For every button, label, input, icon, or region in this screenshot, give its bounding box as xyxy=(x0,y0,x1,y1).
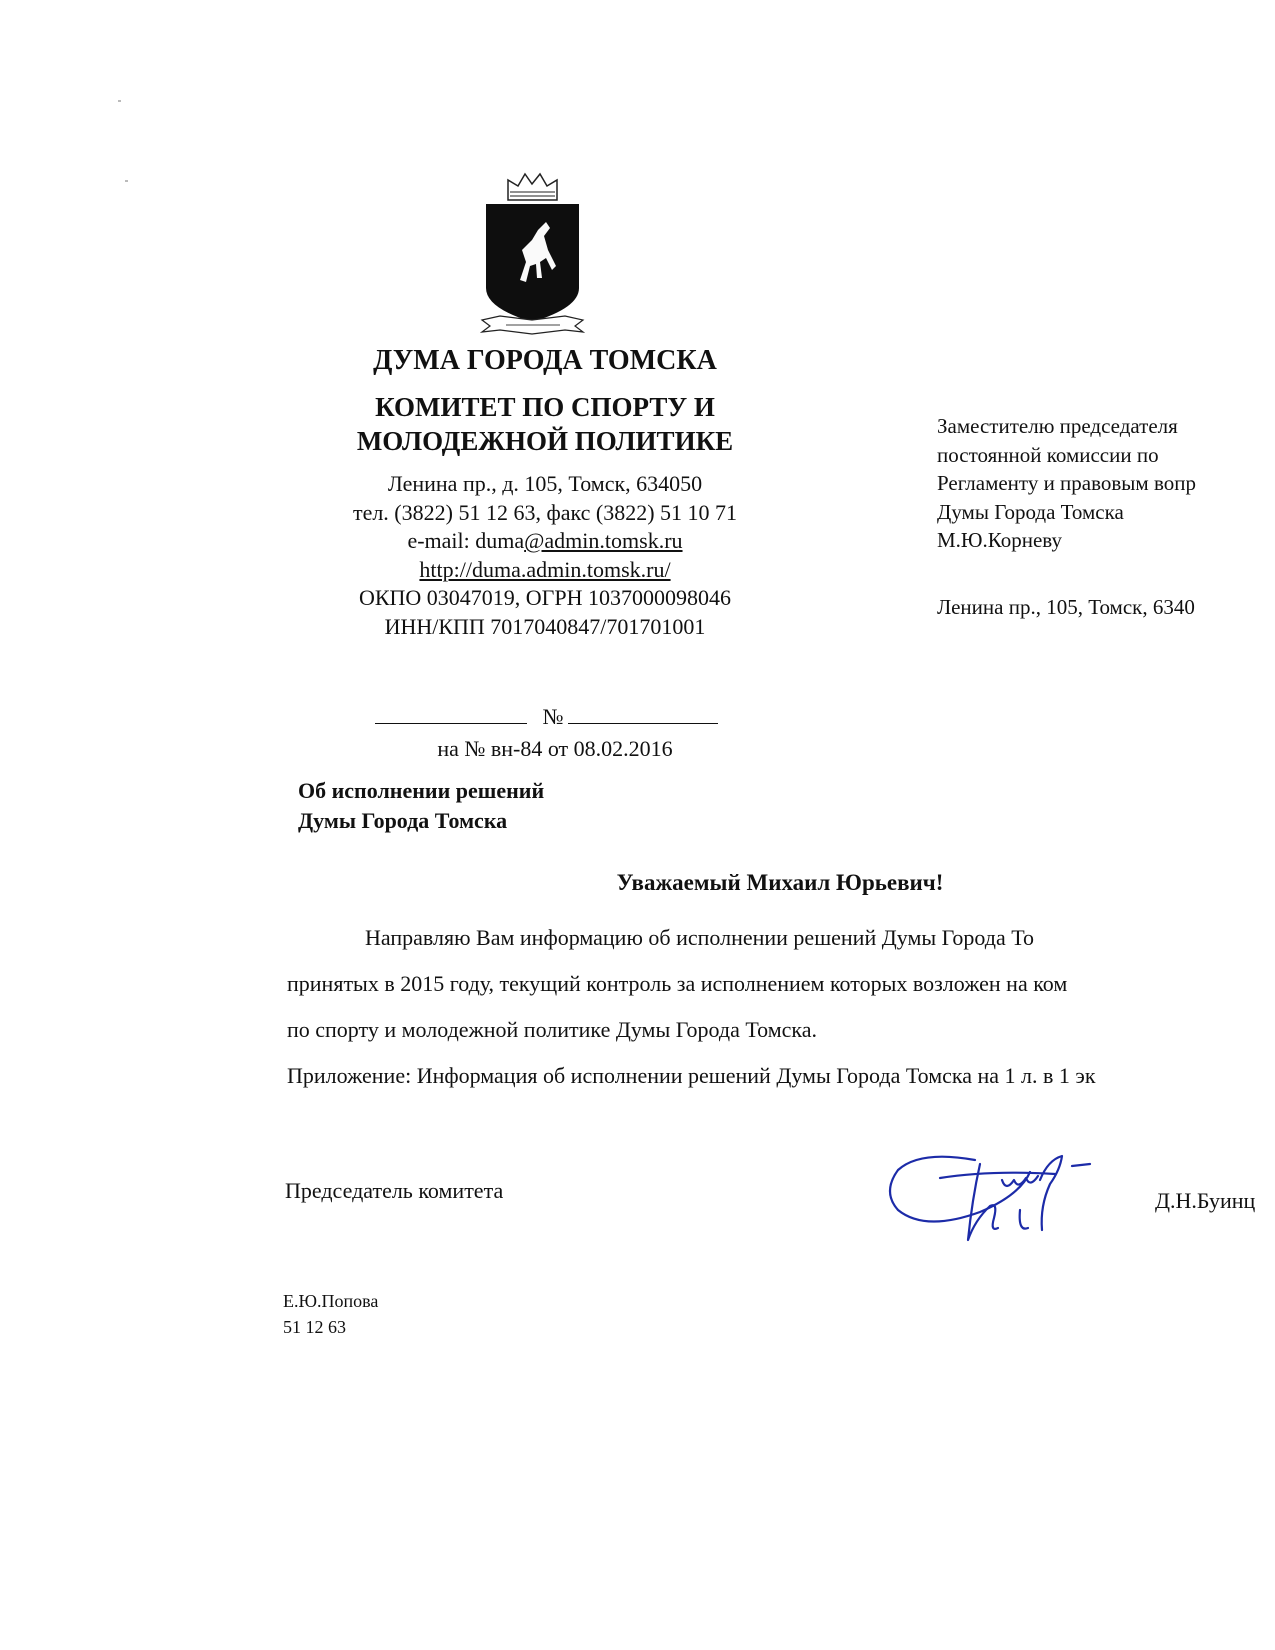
body-line: принятых в 2015 году, текущий контроль за исполнением которых возложен на ком xyxy=(287,971,1068,996)
scan-speck xyxy=(118,100,121,102)
committee-line: КОМИТЕТ ПО СПОРТУ И xyxy=(375,392,715,422)
greeting: Уважаемый Михаил Юрьевич! xyxy=(616,870,944,895)
recipient-line: Думы Города Томска xyxy=(937,499,1124,524)
signatory-name: Д.Н.Буинц xyxy=(1155,1188,1256,1213)
recipient-address: Ленина пр., 105, Томск, 6340 xyxy=(937,595,1195,619)
number-sign: № xyxy=(542,704,564,729)
body-line: Направляю Вам информацию об исполнении решений Думы Города То xyxy=(365,925,1035,950)
scan-speck xyxy=(125,180,128,182)
subject xyxy=(298,776,698,836)
executor-phone: 51 12 63 xyxy=(283,1317,346,1337)
website-link[interactable]: http://duma.admin.tomsk.ru/ xyxy=(419,556,671,582)
address: Ленина пр., д. 105, Томск, 634050 xyxy=(387,471,703,496)
subject-line: Думы Города Томска xyxy=(298,808,508,833)
attachment-line: Приложение: Информация об исполнении решений Думы Города Томска на 1 л. в 1 эк xyxy=(287,1063,1096,1088)
city-coat-of-arms xyxy=(480,170,585,340)
body-line: по спорту и молодежной политике Думы Города Томска. xyxy=(287,1017,818,1042)
email[interactable] xyxy=(290,527,800,556)
committee-line: МОЛОДЕЖНОЙ ПОЛИТИКЕ xyxy=(356,426,734,456)
committee-title xyxy=(290,390,800,458)
executor-name: Е.Ю.Попова xyxy=(283,1291,379,1311)
recipient-block xyxy=(937,412,1275,555)
email-label: e-mail: duma xyxy=(407,528,525,553)
recipient-name: М.Ю.Корневу xyxy=(937,528,1062,552)
phone-fax: тел. (3822) 51 12 63, факс (3822) 51 10 71 xyxy=(352,499,738,525)
recipient-line: Регламенту и правовым вопр xyxy=(937,471,1196,495)
recipient-line: Заместителю председателя xyxy=(937,414,1178,438)
okpo-ogrn: ОКПО 03047019, ОГРН 1037000098046 xyxy=(358,585,732,610)
reply-reference: на № вн-84 от 08.02.2016 xyxy=(437,736,673,761)
email-domain: @admin.tomsk.ru xyxy=(524,528,683,553)
subject-line: Об исполнении решений xyxy=(298,778,545,803)
letter-body xyxy=(287,915,1275,1099)
handwritten-signature xyxy=(880,1140,1140,1255)
signatory-position: Председатель комитета xyxy=(285,1178,504,1203)
registration-number-line xyxy=(375,704,735,730)
executor-block xyxy=(283,1288,378,1340)
number-blank xyxy=(568,705,718,724)
contact-block xyxy=(290,470,800,641)
date-blank xyxy=(375,705,527,724)
recipient-line: постоянной комиссии по xyxy=(937,442,1159,467)
organization-title: ДУМА ГОРОДА ТОМСКА xyxy=(373,345,717,376)
crown-icon xyxy=(508,174,557,200)
inn-kpp: ИНН/КПП 7017040847/701701001 xyxy=(384,613,706,639)
